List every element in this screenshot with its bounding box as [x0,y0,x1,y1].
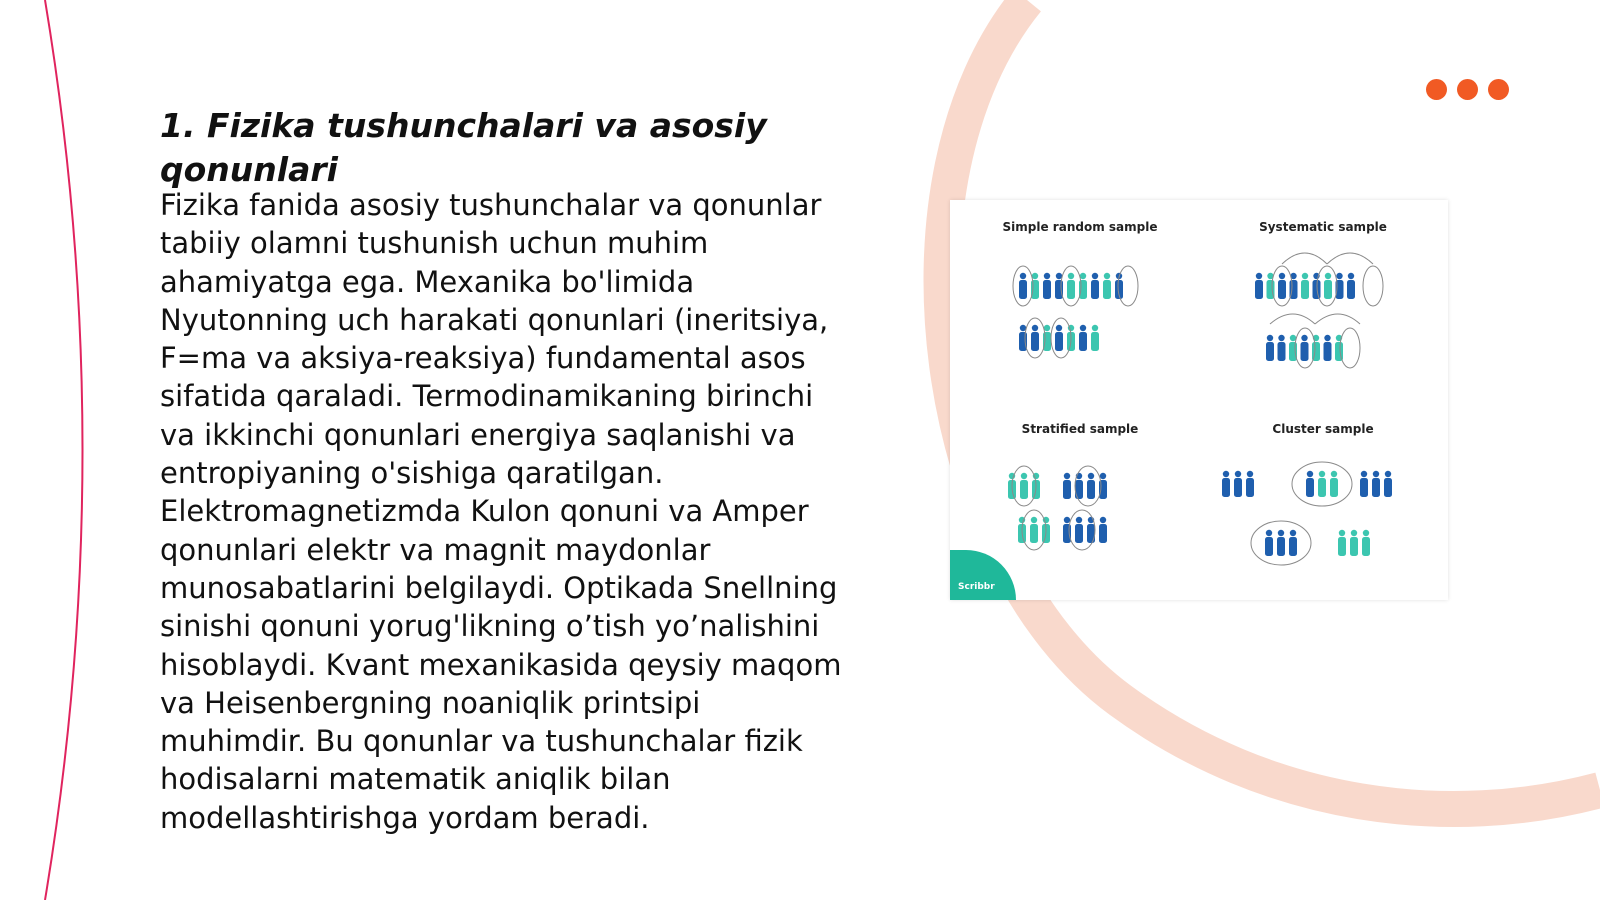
dot-1 [1426,79,1447,100]
slide-dots [1426,79,1509,100]
person-icon [1335,335,1343,361]
panel-title-simple-random: Simple random sample [1002,220,1158,234]
person-icon [1372,471,1380,497]
person-icon [1330,471,1338,497]
person-icon [1266,335,1274,361]
person-icon [1091,325,1099,351]
people-illustration [950,200,1448,600]
person-icon [1318,471,1326,497]
person-icon [1278,335,1286,361]
dot-3 [1488,79,1509,100]
interval-arc [1282,253,1327,264]
person-icon [1031,325,1039,351]
person-icon [1079,325,1087,351]
person-icon [1255,273,1263,299]
person-icon [1099,517,1107,543]
person-icon [1312,335,1320,361]
left-accent-line [45,0,83,900]
person-icon [1324,335,1332,361]
panel-title-systematic: Systematic sample [1259,220,1387,234]
person-icon [1246,471,1254,497]
person-icon [1030,517,1038,543]
person-icon [1301,273,1309,299]
person-icon [1043,273,1051,299]
person-icon [1306,471,1314,497]
person-icon [1338,530,1346,556]
person-icon [1278,273,1286,299]
person-icon [1347,273,1355,299]
person-icon [1350,530,1358,556]
person-icon [1222,471,1230,497]
panel-title-cluster: Cluster sample [1272,422,1374,436]
interval-arc [1315,314,1360,324]
person-icon [1234,471,1242,497]
sampling-methods-figure [950,200,1448,600]
interval-arc [1270,314,1315,324]
person-icon [1087,473,1095,499]
person-icon [1063,517,1071,543]
person-icon [1103,273,1111,299]
person-icon [1075,517,1083,543]
person-icon [1360,471,1368,497]
slide-title: 1. Fizika tushunchalari va asosiy qonunlari [160,106,767,189]
person-icon [1019,273,1027,299]
person-icon [1099,473,1107,499]
interval-arc [1327,253,1373,264]
sample-ring [1363,266,1383,306]
person-icon [1055,325,1063,351]
dot-2 [1457,79,1478,100]
person-icon [1091,273,1099,299]
person-icon [1289,530,1297,556]
person-icon [1063,473,1071,499]
person-icon [1301,335,1309,361]
person-icon [1265,530,1273,556]
person-icon [1277,530,1285,556]
person-icon [1067,273,1075,299]
slide-body-text: Fizika fanida asosiy tushunchalar va qonunlar tabiiy olamni tushunish uchun muhim ahamiyatga ega. Mexanika bo'limida Nyutonning uch harakati qonunlari (ineritsiya, F=ma va aksiya-reaksiya) fundamental asos sifatida qaraladi. Termodinamikaning birinchi va ikkinchi qonunlari energiya saqlanishi va entropiyaning o'sishiga qaratilgan. Elektromagnetizmda Kulon qonuni va Amper qonunlari elektr va magnit maydonlar munosabatlarini belgilaydi. Optikada Snellning sinishi qonuni yorug'likning o’tish yo’nalishini hisoblaydi. Kvant mexanikasida qeysiy maqom va Heisenbergning noaniqlik printsipi muhimdir. Bu qonunlar va tushunchalar fizik hodisalarni matematik aniqlik bilan modellashtirishga yordam beradi. [160,188,842,835]
person-icon [1362,530,1370,556]
person-icon [1384,471,1392,497]
panel-title-stratified: Stratified sample [1021,422,1139,436]
person-icon [1324,273,1332,299]
person-icon [1020,473,1028,499]
brand-label: Scribbr [958,582,995,592]
